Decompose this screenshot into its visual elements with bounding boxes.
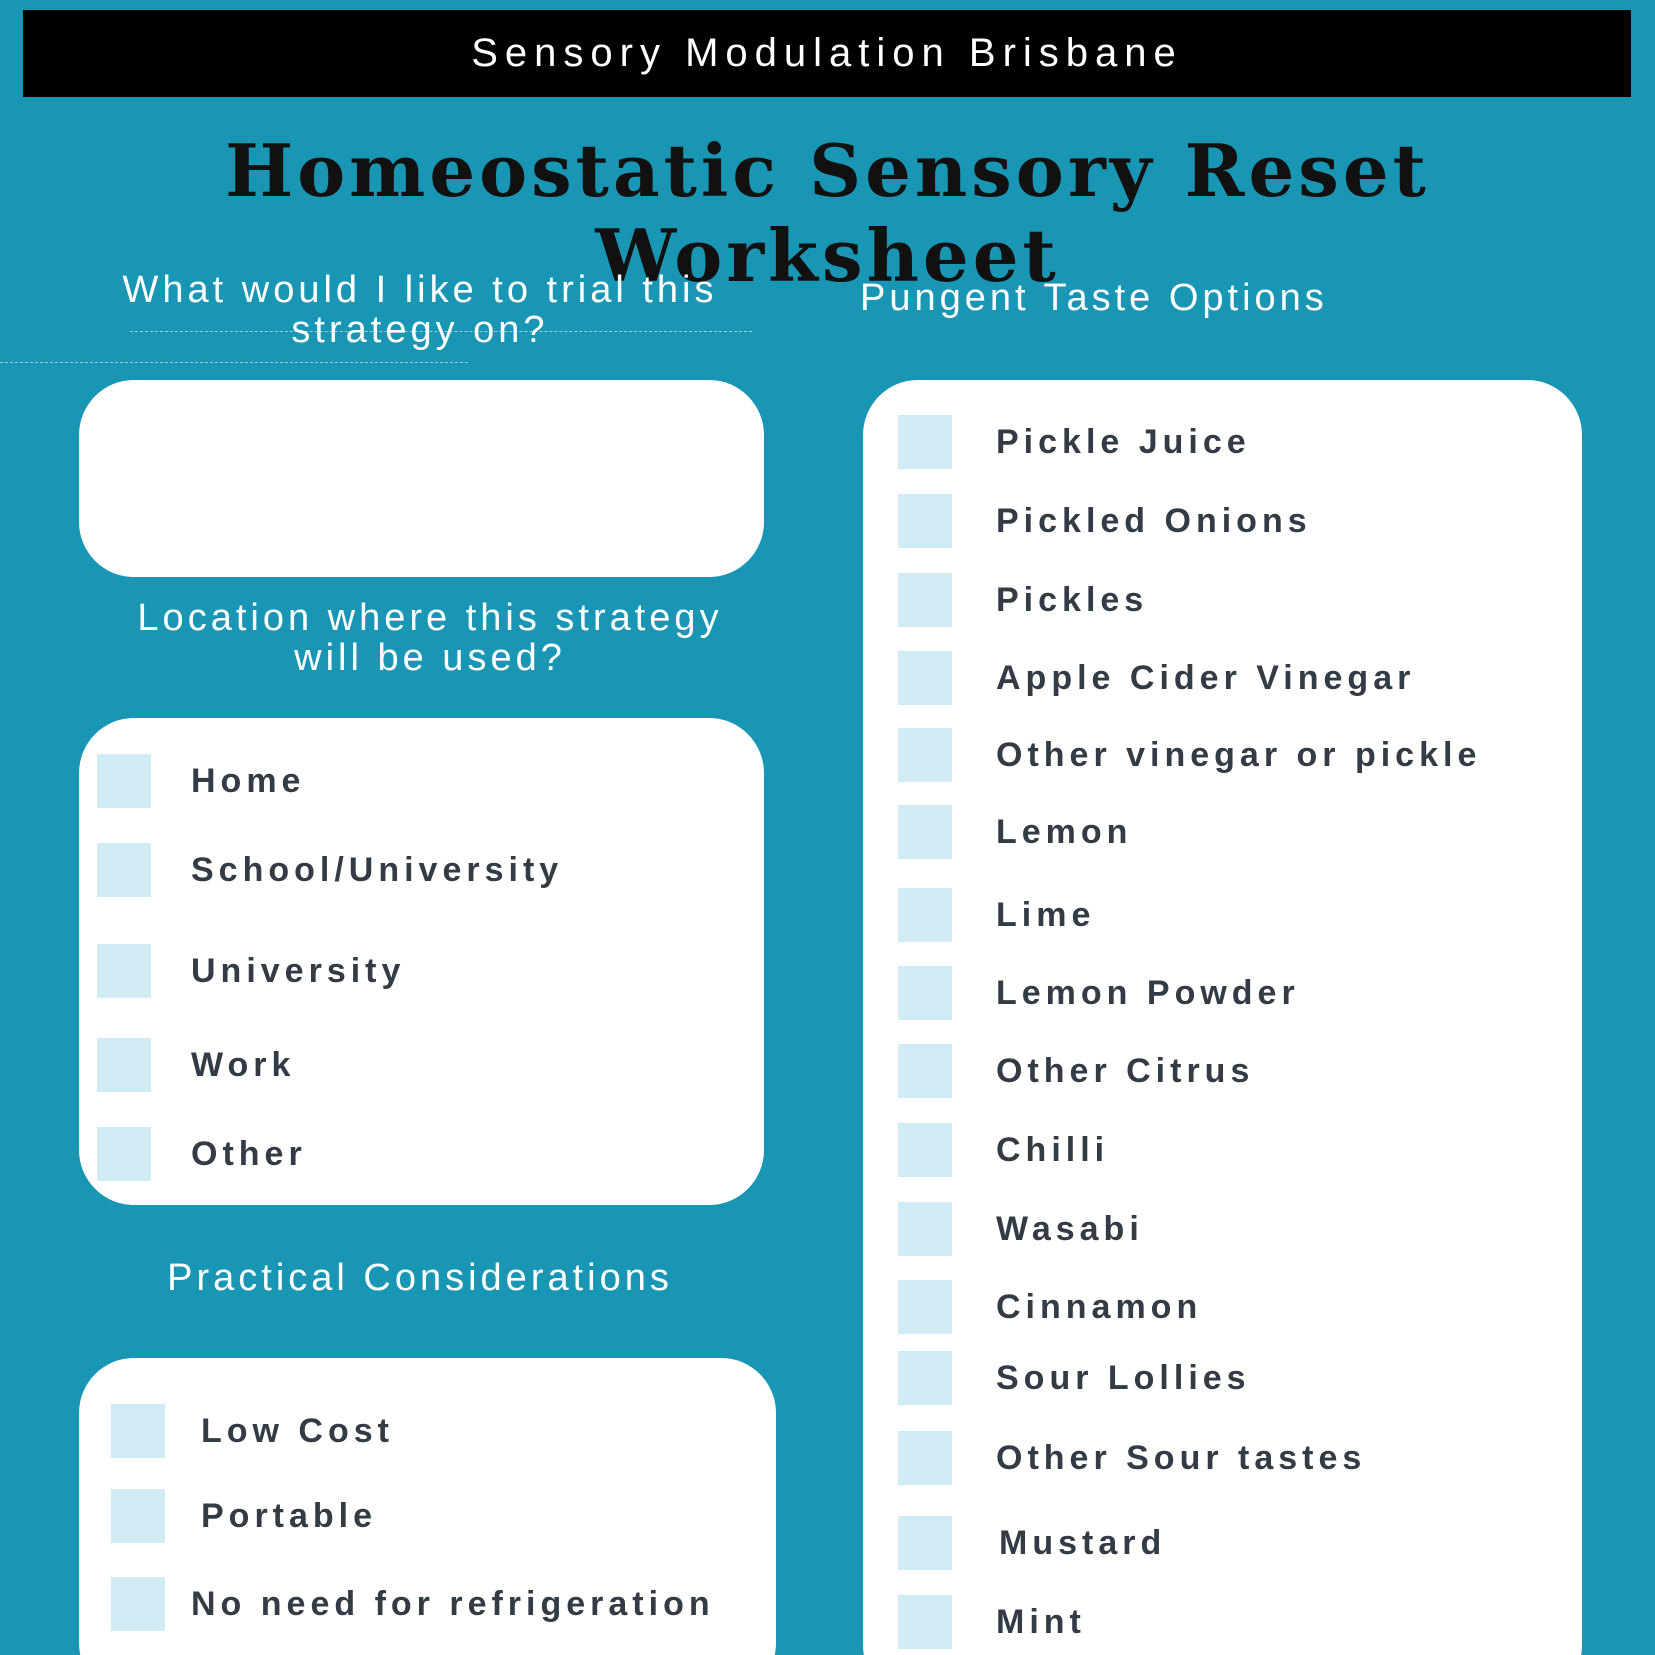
pungent-checkbox[interactable]	[898, 1044, 952, 1098]
pungent-checkbox[interactable]	[898, 494, 952, 548]
practical-option[interactable]	[79, 1403, 776, 1459]
location-option-label: School/University	[191, 851, 564, 889]
practical-option[interactable]	[79, 1488, 776, 1544]
location-option[interactable]	[79, 842, 764, 898]
practical-options-panel	[79, 1358, 776, 1655]
practical-option-label: Portable	[201, 1497, 378, 1535]
pungent-option-label: Chilli	[996, 1131, 1110, 1169]
location-question-line2: will be used?	[294, 637, 566, 679]
pungent-checkbox[interactable]	[898, 805, 952, 859]
location-question-line1: Location where this strategy	[137, 597, 723, 639]
practical-checkbox[interactable]	[111, 1404, 165, 1458]
organization-name: Sensory Modulation Brisbane	[471, 31, 1183, 75]
pungent-checkbox[interactable]	[898, 966, 952, 1020]
pungent-option[interactable]	[863, 414, 1582, 470]
pungent-option[interactable]	[863, 1594, 1582, 1650]
pungent-option[interactable]	[863, 1279, 1582, 1335]
trial-question-line2: strategy on?	[291, 309, 549, 351]
location-option-label: University	[191, 952, 406, 990]
pungent-option-label: Lemon	[996, 813, 1133, 851]
pungent-option[interactable]	[863, 493, 1582, 549]
pungent-option[interactable]	[863, 650, 1582, 706]
pungent-checkbox[interactable]	[898, 1280, 952, 1334]
pungent-option[interactable]	[863, 1043, 1582, 1099]
pungent-option[interactable]	[863, 1430, 1582, 1486]
pungent-option-label: Cinnamon	[996, 1288, 1203, 1326]
dashed-divider	[0, 362, 468, 363]
location-checkbox[interactable]	[97, 1038, 151, 1092]
pungent-option-label: Other Sour tastes	[996, 1439, 1367, 1477]
location-checkbox[interactable]	[97, 754, 151, 808]
pungent-option-label: Wasabi	[996, 1210, 1144, 1248]
location-option-label: Home	[191, 762, 306, 800]
practical-option-label: No need for refrigeration	[191, 1585, 715, 1623]
pungent-checkbox[interactable]	[898, 1123, 952, 1177]
practical-checkbox[interactable]	[111, 1577, 165, 1631]
pungent-option[interactable]	[863, 1201, 1582, 1257]
pungent-option-label: Mustard	[999, 1524, 1167, 1562]
pungent-option[interactable]	[863, 572, 1582, 628]
location-option[interactable]	[79, 753, 764, 809]
pungent-checkbox[interactable]	[898, 1595, 952, 1649]
location-option-label: Other	[191, 1135, 307, 1173]
pungent-option[interactable]	[863, 1515, 1582, 1571]
pungent-checkbox[interactable]	[898, 651, 952, 705]
pungent-option[interactable]	[863, 1122, 1582, 1178]
practical-option-label: Low Cost	[201, 1412, 394, 1450]
pungent-checkbox[interactable]	[898, 1431, 952, 1485]
location-checkbox[interactable]	[97, 843, 151, 897]
pungent-taste-heading: Pungent Taste Options	[860, 277, 1328, 319]
location-option-label: Work	[191, 1046, 296, 1084]
trial-answer-field[interactable]	[79, 380, 764, 577]
pungent-checkbox[interactable]	[898, 573, 952, 627]
pungent-option[interactable]	[863, 1350, 1582, 1406]
location-option[interactable]	[79, 943, 764, 999]
pungent-option[interactable]	[863, 965, 1582, 1021]
header-bar	[23, 10, 1631, 97]
pungent-checkbox[interactable]	[898, 1351, 952, 1405]
pungent-option-label: Pickled Onions	[996, 502, 1312, 540]
pungent-checkbox[interactable]	[898, 415, 952, 469]
trial-question-line1: What would I like to trial this	[122, 269, 718, 311]
pungent-option[interactable]	[863, 727, 1582, 783]
location-question-heading	[80, 598, 780, 678]
pungent-checkbox[interactable]	[898, 1516, 952, 1570]
location-option[interactable]	[79, 1037, 764, 1093]
practical-considerations-heading: Practical Considerations	[167, 1257, 673, 1299]
pungent-option-label: Pickle Juice	[996, 423, 1251, 461]
location-options-panel	[79, 718, 764, 1205]
pungent-checkbox[interactable]	[898, 888, 952, 942]
pungent-options-panel	[863, 380, 1582, 1655]
dashed-divider	[130, 331, 752, 332]
location-option[interactable]	[79, 1126, 764, 1182]
pungent-option-label: Pickles	[996, 581, 1149, 619]
pungent-option-label: Sour Lollies	[996, 1359, 1251, 1397]
pungent-option-label: Other vinegar or pickle	[996, 736, 1482, 774]
trial-question-heading	[80, 270, 760, 350]
pungent-option-label: Apple Cider Vinegar	[996, 659, 1416, 697]
location-checkbox[interactable]	[97, 1127, 151, 1181]
pungent-checkbox[interactable]	[898, 728, 952, 782]
practical-checkbox[interactable]	[111, 1489, 165, 1543]
practical-option[interactable]	[79, 1576, 776, 1632]
pungent-option[interactable]	[863, 804, 1582, 860]
pungent-checkbox[interactable]	[898, 1202, 952, 1256]
pungent-option-label: Lime	[996, 896, 1096, 934]
worksheet-title: Homeostatic Sensory Reset Worksheet	[225, 128, 1430, 298]
pungent-option-label: Other Citrus	[996, 1052, 1255, 1090]
pungent-option-label: Lemon Powder	[996, 974, 1300, 1012]
pungent-option-label: Mint	[996, 1603, 1086, 1641]
location-checkbox[interactable]	[97, 944, 151, 998]
pungent-option[interactable]	[863, 887, 1582, 943]
